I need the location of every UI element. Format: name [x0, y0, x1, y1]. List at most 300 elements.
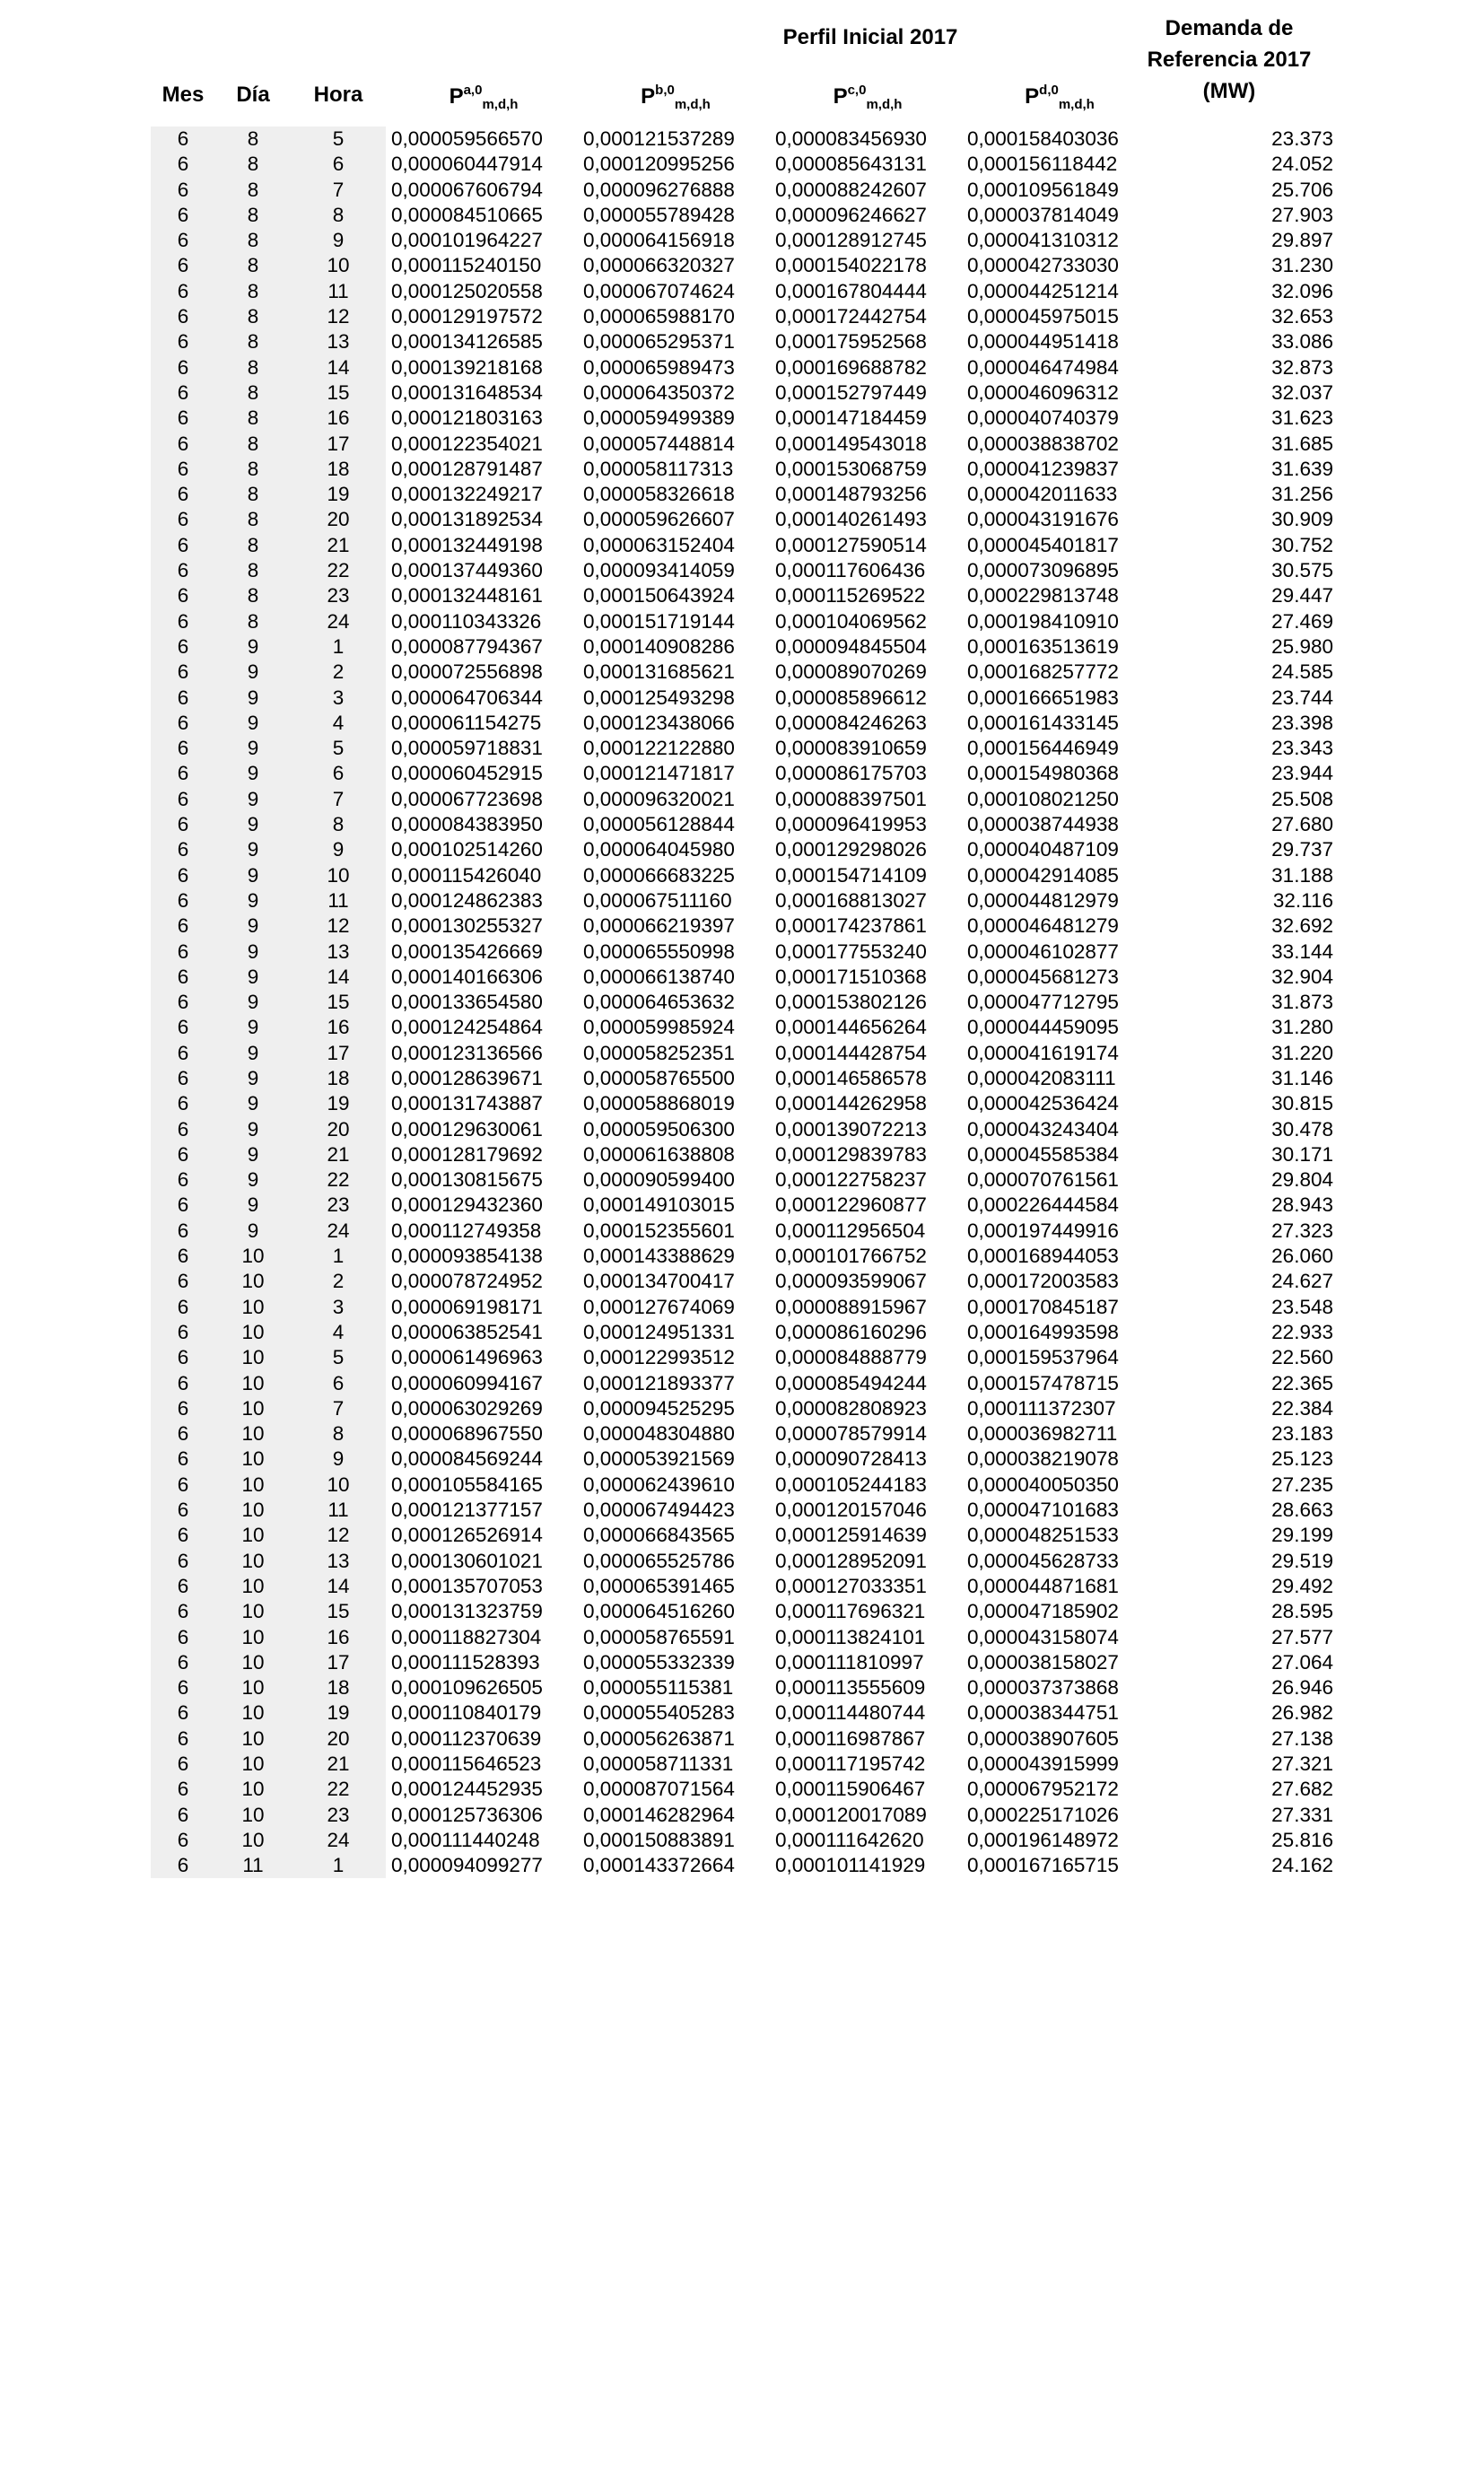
- col-pd-base: P: [1025, 84, 1040, 109]
- cell-mes: 6: [151, 940, 215, 965]
- table-row: [144, 1066, 1346, 1091]
- cell-hora: 8: [291, 1421, 386, 1447]
- cell-pc: 0,000111642620: [775, 1828, 924, 1851]
- cell-hora: 23: [291, 1193, 386, 1218]
- cell-dia: 10: [215, 1421, 291, 1447]
- cell-pa: 0,000112749358: [391, 1219, 542, 1242]
- cell-pb: 0,000056128844: [583, 813, 735, 836]
- cell-pd: 0,000163513619: [967, 634, 1119, 658]
- cell-pa: 0,000132449198: [391, 533, 543, 556]
- cell-pc: 0,000149543018: [775, 432, 927, 455]
- cell-pa: 0,000118827304: [391, 1625, 542, 1648]
- cell-pc: 0,000144262958: [775, 1092, 927, 1115]
- cell-dia: 9: [215, 711, 291, 736]
- cell-pb: 0,000125493298: [583, 686, 735, 709]
- cell-demanda: 23.744: [1271, 686, 1333, 709]
- cell-pa: 0,000130815675: [391, 1168, 543, 1192]
- cell-pa: 0,000084383950: [391, 813, 543, 836]
- cell-pb: 0,000065525786: [583, 1549, 735, 1572]
- cell-dia: 10: [215, 1498, 291, 1523]
- cell-dia: 8: [215, 507, 291, 532]
- cell-pc: 0,000084246263: [775, 711, 927, 734]
- cell-hora: 16: [291, 406, 386, 431]
- cell-pd: 0,000042733030: [967, 254, 1119, 277]
- table-row: [144, 787, 1346, 812]
- cell-pb: 0,000122993512: [583, 1346, 735, 1369]
- cell-pc: 0,000115269522: [775, 584, 926, 607]
- cell-demanda: 24.162: [1271, 1854, 1333, 1877]
- cell-pa: 0,000129432360: [391, 1193, 543, 1217]
- cell-pb: 0,000061638808: [583, 1142, 735, 1166]
- cell-demanda: 25.816: [1271, 1828, 1333, 1851]
- cell-hora: 21: [291, 533, 386, 558]
- cell-dia: 9: [215, 1193, 291, 1218]
- cell-pb: 0,000058326618: [583, 483, 735, 506]
- cell-pd: 0,000164993598: [967, 1320, 1119, 1343]
- cell-pa: 0,000122354021: [391, 432, 543, 455]
- cell-pb: 0,000058252351: [583, 1041, 735, 1064]
- cell-mes: 6: [151, 609, 215, 634]
- cell-pd: 0,000045585384: [967, 1142, 1119, 1166]
- cell-dia: 8: [215, 380, 291, 406]
- cell-mes: 6: [151, 863, 215, 888]
- cell-mes: 6: [151, 1752, 215, 1777]
- cell-pb: 0,000064045980: [583, 838, 735, 861]
- cell-pd: 0,000040740379: [967, 406, 1119, 430]
- cell-demanda: 31.256: [1271, 483, 1333, 506]
- cell-pa: 0,000128179692: [391, 1142, 543, 1166]
- cell-pb: 0,000059985924: [583, 1016, 735, 1039]
- cell-mes: 6: [151, 761, 215, 786]
- cell-demanda: 23.183: [1271, 1422, 1333, 1446]
- col-header-mes: Mes: [161, 83, 205, 107]
- cell-pd: 0,000043158074: [967, 1625, 1119, 1648]
- cell-mes: 6: [151, 228, 215, 253]
- table-row: [144, 1853, 1346, 1878]
- table-row: [144, 1828, 1346, 1853]
- cell-hora: 12: [291, 1523, 386, 1548]
- cell-pb: 0,000124951331: [583, 1320, 735, 1343]
- cell-hora: 2: [291, 1269, 386, 1294]
- cell-pb: 0,000090599400: [583, 1168, 735, 1192]
- cell-demanda: 32.037: [1271, 380, 1333, 404]
- table-row: [144, 1269, 1346, 1294]
- cell-demanda: 26.982: [1271, 1701, 1333, 1725]
- cell-pd: 0,000046102877: [967, 940, 1119, 963]
- cell-mes: 6: [151, 1066, 215, 1091]
- cell-dia: 10: [215, 1396, 291, 1421]
- cell-pb: 0,000055332339: [583, 1650, 735, 1674]
- cell-pb: 0,000150643924: [583, 584, 735, 607]
- cell-pa: 0,000115426040: [391, 863, 542, 887]
- table-row: [144, 558, 1346, 583]
- cell-mes: 6: [151, 1015, 215, 1040]
- table-row: [144, 609, 1346, 634]
- cell-pa: 0,000132249217: [391, 483, 543, 506]
- cell-pc: 0,000082808923: [775, 1396, 927, 1420]
- cell-pb: 0,000120995256: [583, 153, 735, 176]
- cell-demanda: 33.144: [1271, 940, 1333, 963]
- cell-pb: 0,000065989473: [583, 355, 735, 379]
- cell-pa: 0,000131323759: [391, 1600, 543, 1623]
- cell-pa: 0,000059718831: [391, 737, 543, 760]
- cell-pb: 0,000143388629: [583, 1245, 735, 1268]
- cell-pa: 0,000121803163: [391, 406, 543, 430]
- cell-dia: 10: [215, 1777, 291, 1802]
- cell-hora: 20: [291, 1117, 386, 1142]
- cell-pb: 0,000057448814: [583, 432, 735, 455]
- cell-pa: 0,000125736306: [391, 1803, 543, 1826]
- cell-mes: 6: [151, 355, 215, 380]
- cell-pa: 0,000125020558: [391, 279, 543, 302]
- col-pa-sub: m,d,h: [482, 97, 519, 112]
- cell-pd: 0,000159537964: [967, 1346, 1119, 1369]
- cell-dia: 8: [215, 329, 291, 354]
- cell-hora: 3: [291, 1295, 386, 1320]
- cell-pa: 0,000068967550: [391, 1422, 543, 1446]
- cell-pa: 0,000105584165: [391, 1473, 543, 1496]
- cell-hora: 14: [291, 355, 386, 380]
- cell-mes: 6: [151, 837, 215, 862]
- table-row: [144, 1599, 1346, 1624]
- cell-demanda: 31.188: [1271, 863, 1333, 887]
- cell-pa: 0,000128791487: [391, 457, 543, 480]
- cell-mes: 6: [151, 1625, 215, 1650]
- cell-pd: 0,000041239837: [967, 457, 1119, 480]
- cell-pc: 0,000122758237: [775, 1168, 927, 1192]
- cell-demanda: 25.706: [1271, 178, 1333, 201]
- cell-hora: 11: [291, 279, 386, 304]
- cell-hora: 8: [291, 812, 386, 837]
- cell-hora: 5: [291, 736, 386, 761]
- cell-hora: 21: [291, 1142, 386, 1167]
- cell-pc: 0,000115906467: [775, 1778, 926, 1801]
- col-header-pb: [580, 83, 772, 127]
- cell-mes: 6: [151, 686, 215, 711]
- cell-pd: 0,000225171026: [967, 1803, 1119, 1826]
- cell-mes: 6: [151, 1803, 215, 1828]
- cell-pb: 0,000065391465: [583, 1574, 735, 1597]
- cell-pd: 0,000045975015: [967, 305, 1119, 328]
- cell-demanda: 26.946: [1271, 1676, 1333, 1700]
- cell-demanda: 31.639: [1271, 457, 1333, 480]
- cell-pc: 0,000084888779: [775, 1346, 927, 1369]
- cell-hora: 7: [291, 1396, 386, 1421]
- cell-demanda: 27.235: [1271, 1473, 1333, 1496]
- cell-pc: 0,000175952568: [775, 330, 927, 354]
- table-row: [144, 1295, 1346, 1320]
- cell-hora: 5: [291, 127, 386, 152]
- cell-pc: 0,000085643131: [775, 153, 927, 176]
- cell-pc: 0,000088397501: [775, 787, 927, 810]
- cell-pc: 0,000154022178: [775, 254, 927, 277]
- cell-pd: 0,000037814049: [967, 203, 1119, 226]
- cell-mes: 6: [151, 888, 215, 913]
- cell-demanda: 27.682: [1271, 1778, 1333, 1801]
- cell-demanda: 23.548: [1271, 1295, 1333, 1318]
- cell-demanda: 24.585: [1271, 660, 1333, 684]
- cell-pa: 0,000061154275: [391, 711, 542, 734]
- cell-pd: 0,000108021250: [967, 787, 1119, 810]
- cell-mes: 6: [151, 1726, 215, 1752]
- cell-pa: 0,000131892534: [391, 508, 543, 531]
- cell-pb: 0,000122122880: [583, 737, 735, 760]
- cell-pd: 0,000156446949: [967, 737, 1119, 760]
- cell-mes: 6: [151, 1549, 215, 1574]
- cell-pc: 0,000153802126: [775, 991, 927, 1014]
- cell-mes: 6: [151, 1193, 215, 1218]
- cell-pc: 0,000168813027: [775, 888, 927, 912]
- cell-pa: 0,000129197572: [391, 305, 543, 328]
- cell-pa: 0,000109626505: [391, 1676, 543, 1700]
- cell-hora: 15: [291, 1599, 386, 1624]
- col-pc-base: P: [833, 84, 848, 109]
- cell-pa: 0,000135707053: [391, 1574, 543, 1597]
- cell-dia: 11: [215, 1853, 291, 1878]
- cell-demanda: 33.086: [1271, 330, 1333, 354]
- cell-hora: 6: [291, 1371, 386, 1396]
- cell-mes: 6: [151, 913, 215, 939]
- cell-pb: 0,000066219397: [583, 914, 735, 938]
- cell-dia: 10: [215, 1752, 291, 1777]
- cell-pc: 0,000111810997: [775, 1650, 924, 1674]
- cell-hora: 19: [291, 482, 386, 507]
- table-row: [144, 279, 1346, 304]
- cell-pb: 0,000127674069: [583, 1295, 735, 1318]
- cell-mes: 6: [151, 1700, 215, 1726]
- cell-mes: 6: [151, 507, 215, 532]
- cell-pb: 0,000140908286: [583, 634, 735, 658]
- table-row: [144, 1345, 1346, 1370]
- table-row: [144, 1371, 1346, 1396]
- cell-pd: 0,000047185902: [967, 1600, 1119, 1623]
- cell-dia: 8: [215, 203, 291, 228]
- cell-dia: 10: [215, 1320, 291, 1345]
- cell-pb: 0,000094525295: [583, 1396, 735, 1420]
- cell-pb: 0,000131685621: [583, 660, 735, 684]
- cell-dia: 8: [215, 253, 291, 278]
- cell-hora: 16: [291, 1015, 386, 1040]
- cell-dia: 9: [215, 634, 291, 660]
- cell-pd: 0,000158403036: [967, 127, 1119, 150]
- cell-dia: 8: [215, 279, 291, 304]
- cell-pa: 0,000094099277: [391, 1854, 543, 1877]
- table-row: [144, 634, 1346, 660]
- cell-pb: 0,000121471817: [583, 762, 735, 785]
- cell-pb: 0,000063152404: [583, 533, 735, 556]
- cell-pd: 0,000197449916: [967, 1219, 1119, 1242]
- col-header-pa: [388, 83, 580, 127]
- cell-mes: 6: [151, 178, 215, 203]
- cell-demanda: 22.933: [1271, 1320, 1333, 1343]
- cell-pb: 0,000121893377: [583, 1371, 735, 1394]
- cell-pb: 0,000059506300: [583, 1117, 735, 1141]
- cell-dia: 10: [215, 1803, 291, 1828]
- cell-pd: 0,000111372307: [967, 1396, 1116, 1420]
- cell-pb: 0,000093414059: [583, 559, 735, 582]
- table-row: [144, 178, 1346, 203]
- cell-demanda: 30.171: [1271, 1142, 1333, 1166]
- cell-pd: 0,000156118442: [967, 153, 1118, 176]
- cell-pa: 0,000115646523: [391, 1752, 542, 1775]
- cell-pd: 0,000154980368: [967, 762, 1119, 785]
- cell-pd: 0,000040050350: [967, 1473, 1119, 1496]
- cell-mes: 6: [151, 127, 215, 152]
- cell-mes: 6: [151, 965, 215, 990]
- cell-pb: 0,000096320021: [583, 787, 735, 810]
- cell-pc: 0,000113824101: [775, 1625, 926, 1648]
- cell-mes: 6: [151, 1091, 215, 1116]
- cell-pa: 0,000063852541: [391, 1320, 543, 1343]
- cell-pa: 0,000132448161: [391, 584, 543, 607]
- cell-mes: 6: [151, 1371, 215, 1396]
- cell-demanda: 27.064: [1271, 1650, 1333, 1674]
- col-header-pc: [772, 83, 964, 127]
- cell-pd: 0,000073096895: [967, 559, 1119, 582]
- cell-demanda: 27.321: [1271, 1752, 1333, 1775]
- cell-pc: 0,000144428754: [775, 1041, 927, 1064]
- table-row: [144, 1041, 1346, 1066]
- cell-demanda: 29.737: [1271, 838, 1333, 861]
- cell-pa: 0,000140166306: [391, 965, 543, 988]
- demand-title-line1: Demanda de: [1165, 16, 1294, 40]
- cell-pa: 0,000112370639: [391, 1726, 542, 1750]
- cell-mes: 6: [151, 1473, 215, 1498]
- cell-dia: 9: [215, 1117, 291, 1142]
- cell-dia: 9: [215, 1142, 291, 1167]
- cell-mes: 6: [151, 329, 215, 354]
- cell-pd: 0,000042011633: [967, 483, 1118, 506]
- table-row: [144, 355, 1346, 380]
- cell-pc: 0,000128952091: [775, 1549, 927, 1572]
- cell-mes: 6: [151, 1396, 215, 1421]
- cell-pb: 0,000146282964: [583, 1803, 735, 1826]
- cell-pd: 0,000041310312: [967, 229, 1119, 252]
- cell-pa: 0,000111440248: [391, 1828, 540, 1851]
- cell-pd: 0,000109561849: [967, 178, 1119, 201]
- cell-pc: 0,000154714109: [775, 863, 927, 887]
- cell-mes: 6: [151, 1599, 215, 1624]
- cell-pb: 0,000065550998: [583, 940, 735, 963]
- cell-pc: 0,000094845504: [775, 634, 927, 658]
- cell-pc: 0,000117606436: [775, 559, 926, 582]
- cell-pd: 0,000047712795: [967, 991, 1119, 1014]
- cell-demanda: 29.804: [1271, 1168, 1333, 1192]
- cell-demanda: 31.623: [1271, 406, 1333, 430]
- cell-hora: 18: [291, 1675, 386, 1700]
- cell-demanda: 27.577: [1271, 1625, 1333, 1648]
- col-pb-base: P: [641, 84, 656, 109]
- table-row: [144, 457, 1346, 482]
- cell-pb: 0,000064156918: [583, 229, 735, 252]
- table-row: [144, 482, 1346, 507]
- cell-pb: 0,000121537289: [583, 127, 735, 150]
- cell-pc: 0,000089070269: [775, 660, 927, 684]
- cell-pa: 0,000121377157: [391, 1499, 543, 1522]
- cell-hora: 13: [291, 1549, 386, 1574]
- cell-pa: 0,000063029269: [391, 1396, 543, 1420]
- cell-demanda: 27.469: [1271, 609, 1333, 633]
- table-row: [144, 152, 1346, 177]
- cell-pa: 0,000135426669: [391, 940, 543, 963]
- cell-pc: 0,000096419953: [775, 813, 927, 836]
- cell-dia: 8: [215, 558, 291, 583]
- table-row: [144, 1549, 1346, 1574]
- cell-pc: 0,000129839783: [775, 1142, 927, 1166]
- cell-pa: 0,000130255327: [391, 914, 543, 938]
- cell-mes: 6: [151, 1320, 215, 1345]
- cell-pa: 0,000123136566: [391, 1041, 543, 1064]
- cell-demanda: 29.447: [1271, 584, 1333, 607]
- cell-pb: 0,000067074624: [583, 279, 735, 302]
- cell-dia: 8: [215, 304, 291, 329]
- cell-hora: 13: [291, 940, 386, 965]
- cell-hora: 9: [291, 228, 386, 253]
- cell-pc: 0,000129298026: [775, 838, 927, 861]
- cell-dia: 8: [215, 609, 291, 634]
- cell-pd: 0,000044251214: [967, 279, 1119, 302]
- cell-mes: 6: [151, 279, 215, 304]
- cell-pb: 0,000134700417: [583, 1270, 735, 1293]
- cell-pa: 0,000061496963: [391, 1346, 543, 1369]
- cell-pd: 0,000042083111: [967, 1066, 1116, 1089]
- cell-pb: 0,000055115381: [583, 1676, 734, 1700]
- cell-hora: 22: [291, 1167, 386, 1193]
- cell-mes: 6: [151, 152, 215, 177]
- cell-pa: 0,000111528393: [391, 1650, 540, 1674]
- cell-pd: 0,000038838702: [967, 432, 1119, 455]
- cell-hora: 6: [291, 152, 386, 177]
- cell-demanda: 23.373: [1271, 127, 1333, 150]
- cell-pd: 0,000048251533: [967, 1524, 1119, 1547]
- cell-hora: 21: [291, 1752, 386, 1777]
- cell-pc: 0,000114480744: [775, 1701, 926, 1725]
- cell-pb: 0,000066320327: [583, 254, 735, 277]
- table-row: [144, 1650, 1346, 1675]
- cell-dia: 9: [215, 1091, 291, 1116]
- cell-hora: 15: [291, 380, 386, 406]
- table-row: [144, 203, 1346, 228]
- cell-pd: 0,000046474984: [967, 355, 1119, 379]
- cell-pd: 0,000037373868: [967, 1676, 1119, 1700]
- cell-pa: 0,000072556898: [391, 660, 543, 684]
- cell-demanda: 31.280: [1271, 1016, 1333, 1039]
- cell-pc: 0,000083910659: [775, 737, 927, 760]
- cell-pc: 0,000139072213: [775, 1117, 927, 1141]
- cell-mes: 6: [151, 736, 215, 761]
- cell-pa: 0,000126526914: [391, 1524, 543, 1547]
- cell-hora: 17: [291, 432, 386, 457]
- cell-mes: 6: [151, 1650, 215, 1675]
- col-pc-sub: m,d,h: [866, 97, 903, 112]
- cell-pc: 0,000147184459: [775, 406, 927, 430]
- cell-demanda: 31.220: [1271, 1041, 1333, 1064]
- cell-pc: 0,000083456930: [775, 127, 927, 150]
- table-row: [144, 1752, 1346, 1777]
- cell-pc: 0,000113555609: [775, 1676, 926, 1700]
- table-row: [144, 583, 1346, 608]
- cell-mes: 6: [151, 583, 215, 608]
- cell-pd: 0,000168257772: [967, 660, 1119, 684]
- cell-pd: 0,000166651983: [967, 686, 1119, 709]
- cell-pd: 0,000043915999: [967, 1752, 1119, 1775]
- cell-hora: 19: [291, 1700, 386, 1726]
- col-header-hora: Hora: [313, 83, 363, 107]
- table-row: [144, 1193, 1346, 1218]
- table-row: [144, 1803, 1346, 1828]
- cell-demanda: 30.909: [1271, 508, 1333, 531]
- cell-pa: 0,000124862383: [391, 888, 543, 912]
